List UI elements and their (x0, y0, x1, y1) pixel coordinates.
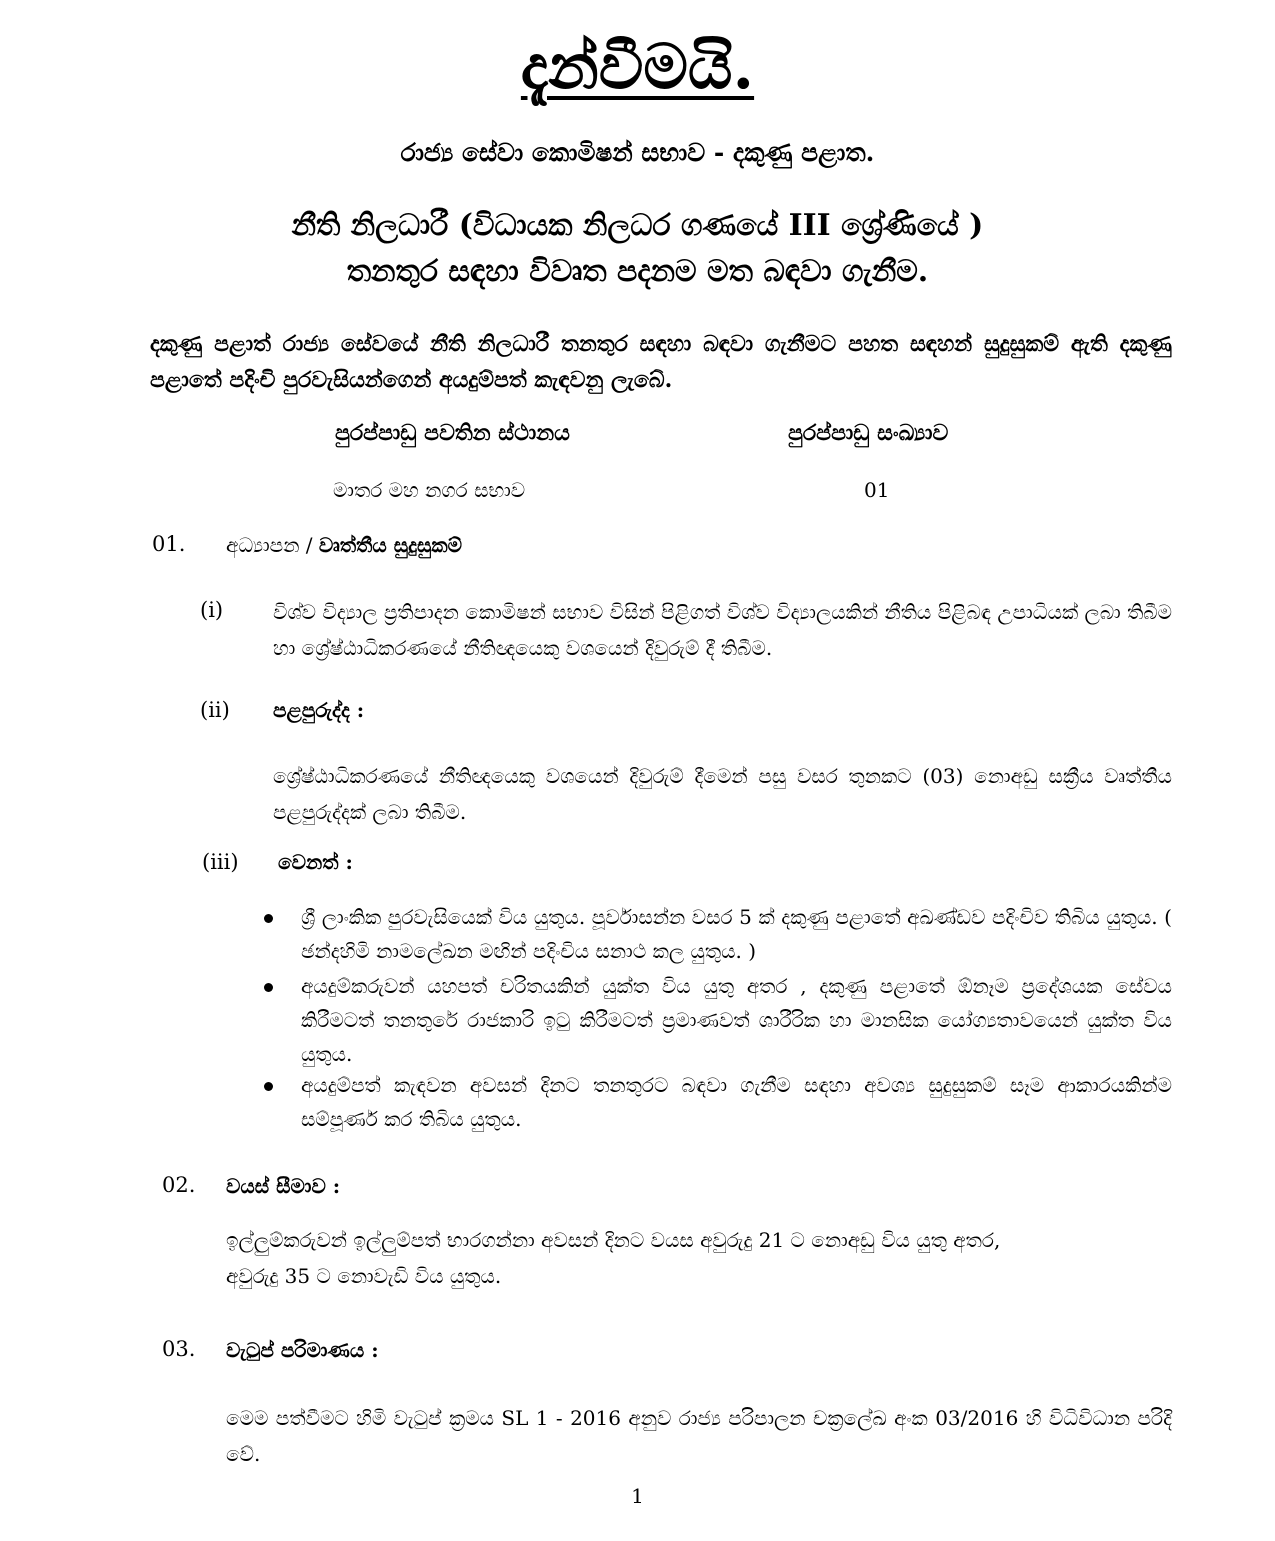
table-cell-count: 01 (864, 478, 890, 502)
post-title (0, 203, 1275, 295)
list-item: අයදුම්කරුවන් යහපත් චරිතයකින් යුක්ත විය යුතු අතර , දකුණු පළාතේ ඕනෑම ප්‍රදේශයක සේවය කිරීමටත් තනතුරේ රාජකාරි ඉටු කිරීමටත් ප්‍රමාණවත් ශාරීරික හා මානසික යෝග්‍යතාවයෙන් යුක්ත විය යුතුය. (301, 974, 1172, 1066)
post-title-line-1: නීති නිලධාරී (විධායක නිලධර ගණයේ III ශ්‍රේණියේ ) (291, 208, 984, 243)
bullet-icon (264, 1082, 273, 1091)
table-header-location: පුරප්පාඩු පවතින ස්ථානය (335, 420, 570, 446)
list-item: අයදුම්පත් කැඳවන අවසන් දිනට තනතුරට බඳවා ගැනීම සඳහා අවශ්‍ය සුදුසුකම් සෑම ආකාරයකින්ම සම්පූර්ණ කර තිබිය යුතුය. (301, 1073, 1172, 1131)
table-header-count: පුරප්පාඩු සංඛ්‍යාව (788, 420, 949, 446)
bullet-icon (264, 983, 273, 992)
section-text: මෙම පත්වීමට හිමි වැටුප් ක්‍රමය SL 1 - 2016 අනුව රාජ්‍ය පරිපාලන චක්‍රලේඛ අංක 03/2016 හි විධිවිධාන පරිදි වේ. (226, 1406, 1172, 1466)
item-label: (ii) (200, 698, 230, 722)
list-item: ශ්‍රී ලාංකික පුරවැසියෙක් විය යුතුය. පූර්වාසන්න වසර 5 ක් දකුණු පළාතේ අඛණ්ඩව පදිංචිව තිබිය යුතුය. ( ඡන්දහිමි නාමලේඛන මඟින් පදිංචිය සනාථ කල යුතුය. ) (301, 905, 1172, 963)
page-title: දැන්වීමයි. (520, 30, 755, 103)
subtitle: රාජ්‍ය සේවා කොමිෂන් සභාව - දකුණු පළාත. (400, 138, 875, 167)
post-title-line-2: තනතුර සඳහා විවෘත පදනම මත බඳවා ගැනීම. (346, 254, 929, 289)
item-text: ශ්‍රේෂ්ඨාධිකරණයේ නීතිඥයෙකු වශයෙන් දිවුරුම් දීමෙන් පසු වසර තුනකට (03) නොඅඩු සක්‍රීය වෘත්තීය පළපුරුද්දක් ලබා තිබීම. (273, 764, 1172, 824)
section-number: 03. (162, 1337, 196, 1361)
table-cell-location: මාතර මහ නගර සභාව (333, 478, 526, 502)
item-text: විශ්ව විද්‍යාල ප්‍රතිපාදන කොමිෂන් සභාව විසින් පිළිගත් විශ්ව විද්‍යාලයකින් නීතිය පිළිබඳ උපාධියක් ලබා තිබීම හා ශ්‍රේෂ්ඨාධිකරණයේ නීතිඥයෙකු වශයෙන් දිවුරුම් දී තිබීම. (273, 600, 1172, 660)
section-heading: වැටුප් පරිමාණය : (226, 1338, 379, 1362)
section-number: 02. (162, 1173, 196, 1197)
bullet-icon (264, 914, 273, 923)
section-heading-part-a: අධ්‍යාපන / (226, 533, 313, 557)
page-number: 1 (631, 1484, 644, 1508)
section-number: 01. (152, 532, 186, 556)
item-label: (iii) (202, 850, 239, 874)
item-label: (i) (200, 598, 224, 622)
section-text-line-2: අවුරුදු 35 ට නොවැඩි විය යුතුය. (226, 1264, 502, 1288)
item-heading: පළපුරුද්ද : (273, 698, 365, 722)
item-heading: වෙනත් : (278, 850, 353, 874)
section-heading (226, 533, 462, 557)
section-text-line-1: ඉල්ලුම්කරුවන් ඉල්ලුම්පත් භාරගන්නා අවසන් දිනට වයස අවුරුදු 21 ට නොඅඩු විය යුතු අතර, (226, 1228, 1001, 1252)
section-heading-part-b: වෘත්තීය සුදුසුකම් (318, 533, 462, 557)
section-heading: වයස් සීමාව : (226, 1174, 341, 1198)
intro-paragraph: දකුණු පළාත් රාජ්‍ය සේවයේ නීති නිලධාරී තනතුර සඳහා බඳවා ගැනීමට පහත සඳහන් සුදුසුකම් ඇති දකුණු පළාතේ පදිංචි පුරවැසියන්ගෙන් අයදුම්පත් කැඳවනු ලැබේ. (150, 331, 1172, 393)
